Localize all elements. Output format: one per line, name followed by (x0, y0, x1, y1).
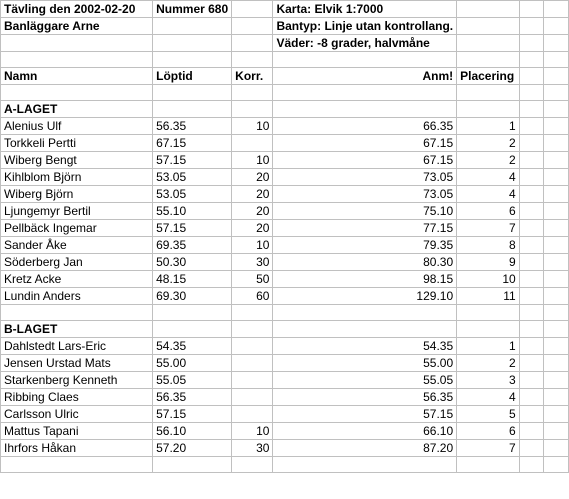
run-time-cell[interactable]: 56.10 (153, 423, 232, 440)
empty-cell[interactable] (519, 457, 543, 473)
correction-cell[interactable]: 10 (232, 237, 273, 254)
table-row (1, 169, 569, 186)
table-row (1, 423, 569, 440)
adjusted-time-cell[interactable]: 73.05 (273, 186, 457, 203)
column-header-name[interactable]: Namn (1, 68, 153, 85)
runner-name-cell[interactable]: Pellbäck Ingemar (1, 220, 153, 237)
empty-cell[interactable] (519, 68, 543, 85)
empty-cell[interactable] (153, 101, 232, 118)
empty-cell[interactable] (153, 457, 232, 473)
runner-name-cell[interactable]: Starkenberg Kenneth (1, 372, 153, 389)
header-row-3 (1, 35, 569, 52)
placement-cell[interactable]: 3 (457, 372, 520, 389)
team-a-title[interactable]: A-LAGET (1, 101, 153, 118)
run-time-cell[interactable]: 55.05 (153, 372, 232, 389)
table-row (1, 406, 569, 423)
competition-cell[interactable]: Tävling den 2002-02-20 (1, 1, 153, 18)
runner-name-cell[interactable]: Carlsson Ulric (1, 406, 153, 423)
run-time-cell[interactable]: 57.15 (153, 220, 232, 237)
empty-cell[interactable] (232, 305, 273, 321)
empty-cell[interactable] (273, 52, 457, 68)
empty-cell[interactable] (543, 118, 568, 135)
empty-cell[interactable] (543, 457, 568, 473)
empty-cell[interactable] (457, 457, 520, 473)
correction-cell[interactable] (232, 389, 273, 406)
placement-cell[interactable]: 4 (457, 169, 520, 186)
correction-cell[interactable]: 10 (232, 118, 273, 135)
empty-cell[interactable] (457, 1, 520, 18)
runner-name-cell[interactable]: Söderberg Jan (1, 254, 153, 271)
column-header-corr[interactable]: Korr. (232, 68, 273, 85)
placement-cell[interactable]: 8 (457, 237, 520, 254)
placement-cell[interactable]: 10 (457, 271, 520, 288)
empty-cell[interactable] (457, 18, 520, 35)
empty-cell[interactable] (543, 18, 568, 35)
empty-cell[interactable] (543, 338, 568, 355)
runner-name-cell[interactable]: Ribbing Claes (1, 389, 153, 406)
empty-cell[interactable] (543, 271, 568, 288)
empty-cell[interactable] (543, 101, 568, 118)
placement-cell[interactable]: 11 (457, 288, 520, 305)
table-row (1, 152, 569, 169)
table-row (1, 389, 569, 406)
empty-cell[interactable] (519, 389, 543, 406)
runner-name-cell[interactable]: Jensen Urstad Mats (1, 355, 153, 372)
column-header-adj[interactable]: Anm! (273, 68, 457, 85)
empty-cell[interactable] (519, 237, 543, 254)
empty-cell[interactable] (153, 35, 232, 52)
weather-cell[interactable]: Väder: -8 grader, halvmåne (273, 35, 457, 52)
empty-cell[interactable] (519, 372, 543, 389)
empty-cell[interactable] (153, 321, 232, 338)
correction-cell[interactable]: 30 (232, 440, 273, 457)
empty-cell[interactable] (543, 186, 568, 203)
runner-name-cell[interactable]: Kretz Acke (1, 271, 153, 288)
empty-cell[interactable] (519, 152, 543, 169)
correction-cell[interactable]: 10 (232, 152, 273, 169)
placement-cell[interactable]: 2 (457, 152, 520, 169)
empty-cell[interactable] (232, 18, 273, 35)
runner-name-cell[interactable]: Sander Åke (1, 237, 153, 254)
empty-cell[interactable] (543, 254, 568, 271)
empty-cell[interactable] (232, 321, 273, 338)
spacer-row (1, 52, 569, 68)
empty-cell[interactable] (543, 52, 568, 68)
empty-cell[interactable] (519, 338, 543, 355)
empty-cell[interactable] (153, 18, 232, 35)
placement-cell[interactable]: 1 (457, 338, 520, 355)
empty-cell[interactable] (543, 372, 568, 389)
runner-name-cell[interactable]: Alenius Ulf (1, 118, 153, 135)
correction-cell[interactable] (232, 355, 273, 372)
empty-cell[interactable] (543, 305, 568, 321)
correction-cell[interactable]: 60 (232, 288, 273, 305)
correction-cell[interactable] (232, 135, 273, 152)
empty-cell[interactable] (543, 169, 568, 186)
empty-cell[interactable] (457, 305, 520, 321)
correction-cell[interactable] (232, 338, 273, 355)
run-time-cell[interactable]: 53.05 (153, 186, 232, 203)
run-time-cell[interactable]: 56.35 (153, 118, 232, 135)
empty-cell[interactable] (543, 1, 568, 18)
empty-cell[interactable] (273, 101, 457, 118)
adjusted-time-cell[interactable]: 54.35 (273, 338, 457, 355)
adjusted-time-cell[interactable]: 57.15 (273, 406, 457, 423)
column-header-row (1, 68, 569, 85)
run-time-cell[interactable]: 69.35 (153, 237, 232, 254)
placement-cell[interactable]: 1 (457, 118, 520, 135)
adjusted-time-cell[interactable]: 73.05 (273, 169, 457, 186)
empty-cell[interactable] (543, 152, 568, 169)
runner-name-cell[interactable]: Ihrfors Håkan (1, 440, 153, 457)
run-time-cell[interactable]: 67.15 (153, 135, 232, 152)
correction-cell[interactable] (232, 372, 273, 389)
run-time-cell[interactable]: 69.30 (153, 288, 232, 305)
run-time-cell[interactable]: 57.20 (153, 440, 232, 457)
empty-cell[interactable] (1, 305, 153, 321)
empty-cell[interactable] (232, 52, 273, 68)
correction-cell[interactable]: 50 (232, 271, 273, 288)
empty-cell[interactable] (232, 1, 273, 18)
adjusted-time-cell[interactable]: 66.35 (273, 118, 457, 135)
empty-cell[interactable] (519, 220, 543, 237)
empty-cell[interactable] (519, 118, 543, 135)
empty-cell[interactable] (153, 305, 232, 321)
empty-cell[interactable] (519, 423, 543, 440)
empty-cell[interactable] (519, 254, 543, 271)
correction-cell[interactable]: 20 (232, 220, 273, 237)
table-row (1, 372, 569, 389)
empty-cell[interactable] (1, 52, 153, 68)
empty-cell[interactable] (232, 85, 273, 101)
empty-cell[interactable] (457, 321, 520, 338)
adjusted-time-cell[interactable]: 80.30 (273, 254, 457, 271)
empty-cell[interactable] (1, 35, 153, 52)
table-row (1, 271, 569, 288)
empty-cell[interactable] (273, 305, 457, 321)
table-row (1, 355, 569, 372)
empty-cell[interactable] (543, 35, 568, 52)
runner-name-cell[interactable]: Wiberg Bengt (1, 152, 153, 169)
placement-cell[interactable]: 7 (457, 220, 520, 237)
map-cell[interactable]: Karta: Elvik 1:7000 (273, 1, 457, 18)
run-time-cell[interactable]: 56.35 (153, 389, 232, 406)
runner-name-cell[interactable]: Ljungemyr Bertil (1, 203, 153, 220)
table-row (1, 440, 569, 457)
empty-cell[interactable] (543, 85, 568, 101)
empty-cell[interactable] (273, 85, 457, 101)
empty-cell[interactable] (519, 169, 543, 186)
adjusted-time-cell[interactable]: 77.15 (273, 220, 457, 237)
placement-cell[interactable]: 7 (457, 440, 520, 457)
table-row (1, 118, 569, 135)
empty-cell[interactable] (519, 305, 543, 321)
runner-name-cell[interactable]: Lundin Anders (1, 288, 153, 305)
table-row (1, 338, 569, 355)
empty-cell[interactable] (519, 321, 543, 338)
empty-cell[interactable] (232, 35, 273, 52)
empty-cell[interactable] (543, 288, 568, 305)
correction-cell[interactable]: 30 (232, 254, 273, 271)
placement-cell[interactable]: 4 (457, 186, 520, 203)
adjusted-time-cell[interactable]: 56.35 (273, 389, 457, 406)
header-row-2 (1, 18, 569, 35)
empty-cell[interactable] (519, 35, 543, 52)
empty-cell[interactable] (519, 101, 543, 118)
number-cell[interactable]: Nummer 680 (153, 1, 232, 18)
team-b-title[interactable]: B-LAGET (1, 321, 153, 338)
runner-name-cell[interactable]: Wiberg Björn (1, 186, 153, 203)
run-time-cell[interactable]: 55.10 (153, 203, 232, 220)
empty-cell[interactable] (519, 440, 543, 457)
table-row (1, 237, 569, 254)
correction-cell[interactable]: 20 (232, 186, 273, 203)
adjusted-time-cell[interactable]: 87.20 (273, 440, 457, 457)
placement-cell[interactable]: 4 (457, 389, 520, 406)
table-row (1, 203, 569, 220)
empty-cell[interactable] (232, 457, 273, 473)
empty-cell[interactable] (457, 101, 520, 118)
runner-name-cell[interactable]: Kihlblom Björn (1, 169, 153, 186)
empty-cell[interactable] (543, 406, 568, 423)
adjusted-time-cell[interactable]: 129.10 (273, 288, 457, 305)
table-row (1, 288, 569, 305)
empty-cell[interactable] (1, 457, 153, 473)
header-row-1 (1, 1, 569, 18)
empty-cell[interactable] (273, 457, 457, 473)
run-time-cell[interactable]: 57.15 (153, 406, 232, 423)
empty-cell[interactable] (519, 406, 543, 423)
adjusted-time-cell[interactable]: 98.15 (273, 271, 457, 288)
adjusted-time-cell[interactable]: 67.15 (273, 135, 457, 152)
runner-name-cell[interactable]: Torkkeli Pertti (1, 135, 153, 152)
correction-cell[interactable] (232, 406, 273, 423)
run-time-cell[interactable]: 54.35 (153, 338, 232, 355)
adjusted-time-cell[interactable]: 55.00 (273, 355, 457, 372)
adjusted-time-cell[interactable]: 79.35 (273, 237, 457, 254)
empty-cell[interactable] (519, 18, 543, 35)
placement-cell[interactable]: 2 (457, 355, 520, 372)
empty-cell[interactable] (519, 135, 543, 152)
team-a-title-row (1, 101, 569, 118)
empty-cell[interactable] (519, 271, 543, 288)
placement-cell[interactable]: 6 (457, 203, 520, 220)
empty-cell[interactable] (519, 355, 543, 372)
placement-cell[interactable]: 2 (457, 135, 520, 152)
course-type-cell[interactable]: Bantyp: Linje utan kontrollang. (273, 18, 457, 35)
empty-cell[interactable] (543, 440, 568, 457)
empty-cell[interactable] (543, 220, 568, 237)
adjusted-time-cell[interactable]: 66.10 (273, 423, 457, 440)
empty-cell[interactable] (543, 203, 568, 220)
empty-cell[interactable] (543, 321, 568, 338)
run-time-cell[interactable]: 48.15 (153, 271, 232, 288)
correction-cell[interactable]: 20 (232, 169, 273, 186)
table-row (1, 135, 569, 152)
team-b-title-row (1, 321, 569, 338)
empty-cell[interactable] (543, 237, 568, 254)
spacer-row (1, 85, 569, 101)
correction-cell[interactable]: 20 (232, 203, 273, 220)
empty-cell[interactable] (153, 85, 232, 101)
empty-cell[interactable] (273, 321, 457, 338)
placement-cell[interactable]: 5 (457, 406, 520, 423)
runner-name-cell[interactable]: Dahlstedt Lars-Eric (1, 338, 153, 355)
empty-cell[interactable] (543, 423, 568, 440)
empty-cell[interactable] (153, 52, 232, 68)
run-time-cell[interactable]: 50.30 (153, 254, 232, 271)
empty-cell[interactable] (543, 68, 568, 85)
empty-cell[interactable] (1, 85, 153, 101)
adjusted-time-cell[interactable]: 75.10 (273, 203, 457, 220)
empty-cell[interactable] (232, 101, 273, 118)
empty-cell[interactable] (519, 186, 543, 203)
table-row (1, 220, 569, 237)
run-time-cell[interactable]: 55.00 (153, 355, 232, 372)
empty-cell[interactable] (543, 355, 568, 372)
adjusted-time-cell[interactable]: 67.15 (273, 152, 457, 169)
table-row (1, 186, 569, 203)
runner-name-cell[interactable]: Mattus Tapani (1, 423, 153, 440)
spacer-row (1, 305, 569, 321)
placement-cell[interactable]: 6 (457, 423, 520, 440)
column-header-place[interactable]: Placering (457, 68, 520, 85)
empty-cell[interactable] (457, 35, 520, 52)
run-time-cell[interactable]: 53.05 (153, 169, 232, 186)
run-time-cell[interactable]: 57.15 (153, 152, 232, 169)
empty-cell[interactable] (543, 135, 568, 152)
placement-cell[interactable]: 9 (457, 254, 520, 271)
empty-cell[interactable] (519, 288, 543, 305)
empty-cell[interactable] (457, 52, 520, 68)
empty-cell[interactable] (457, 85, 520, 101)
correction-cell[interactable]: 10 (232, 423, 273, 440)
empty-cell[interactable] (543, 389, 568, 406)
adjusted-time-cell[interactable]: 55.05 (273, 372, 457, 389)
column-header-time[interactable]: Löptid (153, 68, 232, 85)
empty-cell[interactable] (519, 203, 543, 220)
spacer-row (1, 457, 569, 473)
empty-cell[interactable] (519, 1, 543, 18)
table-row (1, 254, 569, 271)
empty-cell[interactable] (519, 52, 543, 68)
empty-cell[interactable] (519, 85, 543, 101)
setter-cell[interactable]: Banläggare Arne (1, 18, 153, 35)
